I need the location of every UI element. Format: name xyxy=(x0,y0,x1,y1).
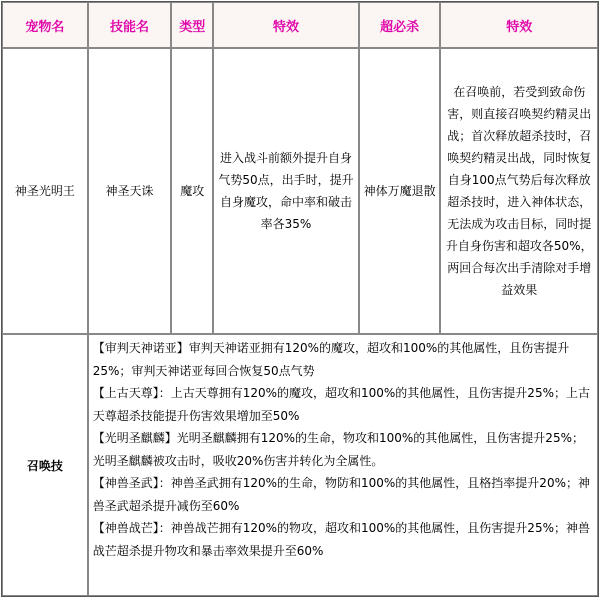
header-ultimate: 超必杀 xyxy=(359,2,441,48)
summon-skill-4: 【神兽圣武】：神兽圣武拥有120%的生命，物防和100%的其他属性，且格挡率提升20%；神兽圣武超杀提升减伤至60% xyxy=(92,476,590,513)
header-effect: 特效 xyxy=(213,2,359,48)
summon-skill-5: 【神兽战芒】：神兽战芒拥有120%的物攻，超攻和100%的其他属性，且伤害提升25%；神兽战芒超杀提升物攻和暴击率效果提升至60% xyxy=(92,521,590,558)
pet-name-cell: 神圣光明王 xyxy=(2,48,88,334)
summon-skill-2: 【上古天尊】：上古天尊拥有120%的魔攻，超攻和100%的其他属性，且伤害提升25%；上古天尊超杀技能提升伤害效果增加至50% xyxy=(92,386,590,423)
header-pet-name: 宠物名 xyxy=(2,2,88,48)
pet-skill-table xyxy=(1,1,599,597)
summon-skills-cell xyxy=(88,334,598,596)
summon-title: 召唤技 xyxy=(2,334,88,596)
header-row xyxy=(2,2,598,48)
ultimate-effect-cell: 在召唤前，若受到致命伤害，则直接召唤契约精灵出战；首次释放超杀技时，召唤契约精灵出战，同时恢复自身100点气势后每次释放超杀技时，进入神体状态，无法成为攻击目标，同时提升自身伤害和超攻各50%，两回合每次出手清除对手增益效果 xyxy=(440,48,598,334)
header-type: 类型 xyxy=(171,2,213,48)
pet-row xyxy=(2,48,598,334)
summon-row xyxy=(2,334,598,596)
summon-skill-3: 【光明圣麒麟】光明圣麒麟拥有120%的生命，物攻和100%的其他属性，且伤害提升25%；光明圣麒麟被攻击时，吸收20%伤害并转化为全属性。 xyxy=(92,431,584,468)
type-cell: 魔攻 xyxy=(171,48,213,334)
skill-name-cell: 神圣天诛 xyxy=(88,48,172,334)
header-skill-name: 技能名 xyxy=(88,2,172,48)
summon-skill-1: 【审判天神诺亚】审判天神诺亚拥有120%的魔攻，超攻和100%的其他属性，且伤害提升25%；审判天神诺亚每回合恢复50点气势 xyxy=(92,341,570,378)
ultimate-cell: 神体万魔退散 xyxy=(359,48,441,334)
effect-cell: 进入战斗前额外提升自身气势50点，出手时，提升自身魔攻，命中率和破击率各35% xyxy=(213,48,359,334)
header-ultimate-effect: 特效 xyxy=(440,2,598,48)
